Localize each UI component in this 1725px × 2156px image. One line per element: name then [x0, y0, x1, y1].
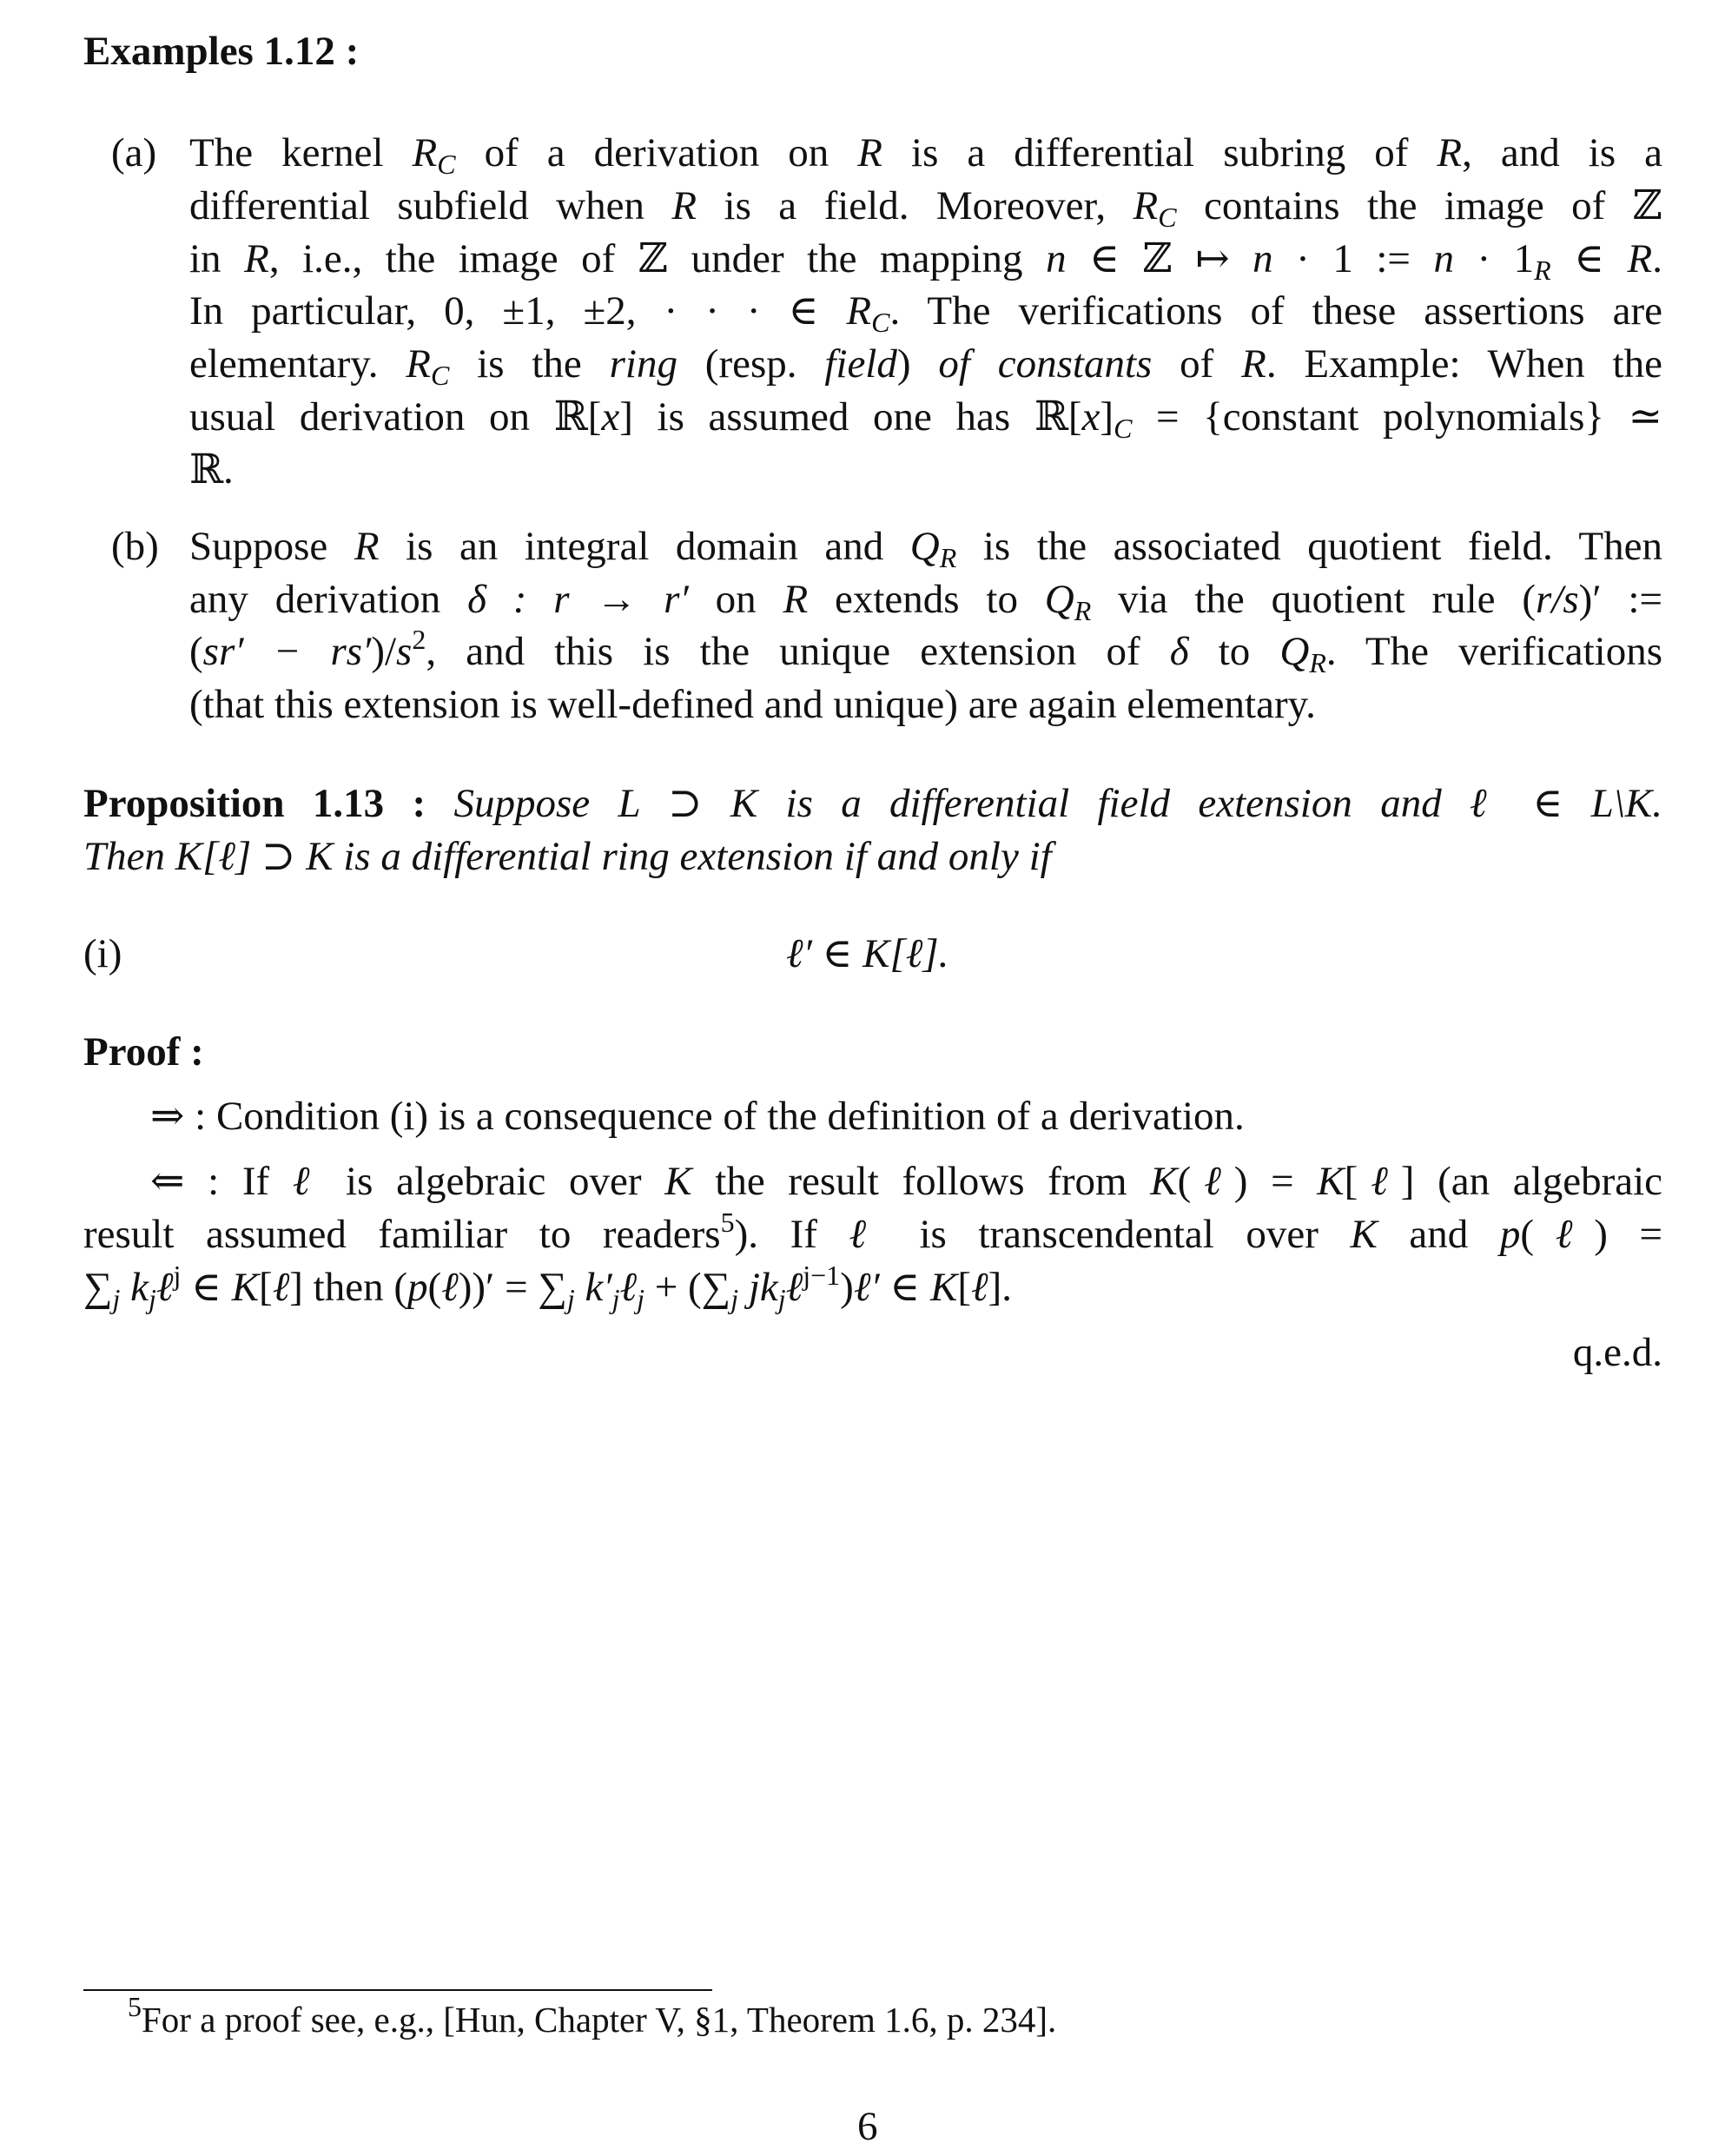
text-segment: R — [412, 131, 438, 175]
text-segment: R — [939, 542, 957, 568]
text-segment: ] (an algebraic — [1400, 1160, 1662, 1203]
text-segment: ∈ — [181, 1265, 232, 1310]
text-segment: ) = — [1594, 1213, 1662, 1256]
text-segment: ). If — [734, 1213, 849, 1256]
text-segment: j — [637, 1283, 645, 1314]
text-segment: ⇒ : Condition (i) is a consequence of the definition of a derivation. — [150, 1094, 1245, 1139]
item-b-label: (b) — [111, 524, 159, 569]
text-segment: Q — [1044, 578, 1074, 621]
text-segment: Suppose — [189, 525, 354, 568]
text-segment: x — [601, 395, 620, 439]
text-segment: ∈ ℤ ↦ — [1066, 237, 1253, 281]
text-segment: (resp. — [677, 342, 825, 386]
text-segment: R — [1074, 595, 1092, 621]
text-segment: ] is assumed one has ℝ[ — [619, 395, 1082, 439]
text-segment: ring — [609, 342, 677, 386]
item-b-line — [189, 683, 1316, 726]
text-segment: ) — [896, 342, 939, 386]
text-segment: ℓ′ — [853, 1265, 880, 1310]
text-segment: on — [688, 578, 783, 621]
text-segment: 2 — [412, 630, 426, 655]
text-segment: K — [1350, 1213, 1378, 1256]
proof-heading — [83, 1030, 204, 1074]
text-segment: R — [1133, 184, 1159, 228]
proof-line — [83, 1213, 1662, 1256]
text-segment: , i.e., the image of ℤ under the mapping — [268, 237, 1047, 281]
item-a-line — [189, 342, 1662, 386]
text-segment: is transcendental over — [887, 1213, 1351, 1256]
text-segment: R — [1309, 647, 1326, 673]
text-segment: R — [244, 237, 269, 281]
text-segment: j — [112, 1283, 121, 1314]
text-segment: k — [120, 1265, 149, 1310]
proposition-statement — [83, 782, 1662, 825]
qed: q.e.d. — [1572, 1330, 1662, 1375]
text-segment: and — [1377, 1213, 1500, 1256]
text-segment: , and this is the unique extension of — [426, 630, 1170, 673]
text-segment: n — [1252, 237, 1273, 281]
text-segment: of constants — [938, 342, 1153, 386]
text-segment: any derivation — [189, 578, 468, 621]
text-segment: C — [437, 149, 456, 175]
condition-label: (i) — [83, 931, 122, 976]
text-segment: C — [871, 307, 890, 333]
text-segment: is algebraic over — [322, 1160, 665, 1203]
text-segment: Q — [909, 525, 940, 568]
text-segment: p — [1499, 1213, 1521, 1256]
text-segment: Examples 1.12 : — [83, 29, 360, 74]
text-segment: , and is a — [1462, 131, 1662, 175]
text-segment: to — [1188, 630, 1280, 673]
text-segment: ) = — [1233, 1160, 1318, 1203]
text-segment: · 1 — [1453, 237, 1535, 281]
text-segment: K — [1150, 1160, 1178, 1203]
text-segment: Then K[ℓ] ⊃ K is a differential ring extension if and only if — [83, 834, 1052, 879]
text-segment: 5 — [128, 1991, 142, 2022]
text-segment: ℓ — [1191, 1160, 1234, 1203]
footnote-rule — [83, 1989, 712, 1991]
text-segment: ℓ — [785, 1265, 803, 1310]
text-segment: In particular, 0, ±1, ±2, · · · ∈ — [189, 289, 847, 333]
text-segment: 5 — [720, 1213, 735, 1238]
item-b-line — [189, 525, 1662, 568]
text-segment: ( — [189, 630, 203, 673]
text-segment: x — [1081, 395, 1100, 439]
text-segment: j−1 — [803, 1260, 841, 1291]
text-segment: R — [1627, 237, 1653, 281]
text-segment: sr′ − rs′ — [202, 630, 372, 673]
text-segment: ℓ′ ∈ K[ℓ]. — [786, 931, 949, 976]
text-segment: in — [189, 237, 245, 281]
text-segment: R — [1534, 255, 1551, 281]
text-segment: For a proof see, e.g., [Hun, Chapter V, §1, Theorem 1.6, p. 234]. — [142, 2000, 1057, 2040]
text-segment: ] — [1100, 395, 1114, 439]
text-segment: j — [149, 1283, 156, 1314]
text-segment: R — [846, 289, 872, 333]
text-segment: R — [1437, 131, 1463, 175]
text-segment: ( — [1520, 1213, 1535, 1256]
text-segment: + (∑ — [644, 1265, 731, 1310]
text-segment: K — [231, 1265, 260, 1310]
text-segment: ℓ — [1358, 1160, 1401, 1203]
text-segment: is a field. Moreover, — [697, 184, 1133, 228]
text-segment: n — [1046, 237, 1067, 281]
text-segment: . — [1652, 237, 1662, 281]
text-segment: δ — [1169, 630, 1189, 673]
text-segment: ⇐ : If — [150, 1160, 293, 1203]
examples-heading — [83, 30, 359, 73]
text-segment: ℓ — [1534, 1213, 1595, 1256]
text-segment: [ — [957, 1265, 971, 1310]
text-segment: )′ := — [1578, 578, 1662, 621]
text-segment: extends to — [808, 578, 1045, 621]
item-a-line — [189, 289, 1662, 333]
text-segment: R — [354, 525, 380, 568]
text-segment: (that this extension is well-defined and unique) are again elementary. — [189, 682, 1316, 727]
page-number: 6 — [857, 2104, 878, 2149]
text-segment: ℓ — [155, 1265, 174, 1310]
proposition-statement — [83, 835, 1052, 878]
text-segment: the result follows from — [691, 1160, 1151, 1203]
item-b-line — [189, 578, 1662, 621]
text-segment: C — [1114, 413, 1133, 439]
item-a-line — [189, 131, 1662, 175]
text-segment: ℓ — [619, 1265, 638, 1310]
text-segment: ℓ — [970, 1265, 988, 1310]
text-segment: is the — [449, 342, 610, 386]
text-segment: is an integral domain and — [379, 525, 910, 568]
text-segment: s — [396, 630, 413, 673]
text-segment: via the quotient rule ( — [1091, 578, 1537, 621]
text-segment: The kernel — [189, 131, 413, 175]
text-segment: ∈ — [1550, 237, 1628, 281]
text-segment: n — [1433, 237, 1454, 281]
text-segment: ℝ. — [189, 447, 234, 493]
text-segment: [ — [1344, 1160, 1358, 1203]
text-segment: ℓ — [849, 1213, 888, 1256]
proof-line — [150, 1095, 1245, 1138]
text-segment: ℓ — [272, 1265, 290, 1310]
proof-line — [150, 1160, 1662, 1203]
text-segment: R — [671, 184, 697, 228]
text-segment: R — [857, 131, 882, 175]
text-segment: j — [173, 1260, 182, 1291]
text-segment: = {constant polynomials} ≃ — [1132, 395, 1662, 439]
text-segment: j — [611, 1283, 620, 1314]
item-a-label: (a) — [111, 130, 157, 175]
text-segment: result assumed familiar to readers — [83, 1213, 721, 1256]
text-segment: δ : r → r′ — [467, 578, 689, 621]
text-segment: elementary. — [189, 342, 406, 386]
text-segment: is a differential subring of — [882, 131, 1438, 175]
item-a-line — [189, 395, 1662, 439]
text-segment: ( — [1177, 1160, 1192, 1203]
item-b-line — [189, 630, 1662, 673]
text-segment: R — [783, 578, 809, 621]
text-segment: is the associated quotient field. Then — [956, 525, 1662, 568]
item-a-line — [189, 448, 234, 492]
proof-line — [83, 1260, 1012, 1314]
text-segment: R — [1241, 342, 1266, 386]
text-segment: )/ — [371, 630, 397, 673]
text-segment: j — [730, 1283, 739, 1314]
text-segment: · 1 := — [1272, 237, 1434, 281]
condition-formula — [786, 932, 948, 975]
text-segment: j — [777, 1283, 786, 1314]
text-segment: ] then ( — [289, 1265, 408, 1310]
text-segment: C — [431, 360, 450, 386]
text-segment: jk — [738, 1265, 778, 1310]
text-segment: r/s — [1536, 578, 1579, 621]
text-segment: field — [824, 342, 897, 386]
text-segment: K — [929, 1265, 958, 1310]
text-segment: Suppose L ⊃ K is a differential field extension and ℓ ∈ L\K. — [426, 782, 1662, 825]
text-segment: ) — [840, 1265, 854, 1310]
item-a-line — [189, 237, 1662, 281]
text-segment: ∑ — [83, 1265, 113, 1310]
text-segment: differential subfield when — [189, 184, 672, 228]
text-segment: of — [1152, 342, 1242, 386]
text-segment: ( — [427, 1265, 442, 1310]
text-segment: K — [1317, 1160, 1345, 1203]
text-segment: ℓ — [292, 1160, 323, 1203]
text-segment: contains the image of ℤ — [1176, 184, 1662, 228]
text-segment: ∈ — [879, 1265, 930, 1310]
text-segment: K — [664, 1160, 692, 1203]
text-segment: ℓ — [441, 1265, 459, 1310]
text-segment: ))′ = ∑ — [458, 1265, 567, 1310]
text-segment: . The verifications of these assertions are — [889, 289, 1662, 333]
text-segment: C — [1158, 202, 1177, 228]
item-a-line — [189, 184, 1662, 228]
text-segment: Q — [1279, 630, 1310, 673]
text-segment: R — [406, 342, 432, 386]
text-segment: Proposition 1.13 : — [83, 782, 426, 825]
text-segment: of a derivation on — [455, 131, 858, 175]
text-segment: . The verifications — [1325, 630, 1662, 673]
text-segment: k′ — [574, 1265, 612, 1310]
text-segment: . Example: When the — [1266, 342, 1662, 386]
text-segment: [ — [259, 1265, 273, 1310]
text-segment: usual derivation on ℝ[ — [189, 395, 602, 439]
text-segment: ]. — [988, 1265, 1012, 1310]
text-segment: j — [566, 1283, 575, 1314]
text-segment: p — [407, 1265, 428, 1310]
footnote — [128, 1991, 1057, 2041]
text-segment: Proof : — [83, 1029, 204, 1075]
